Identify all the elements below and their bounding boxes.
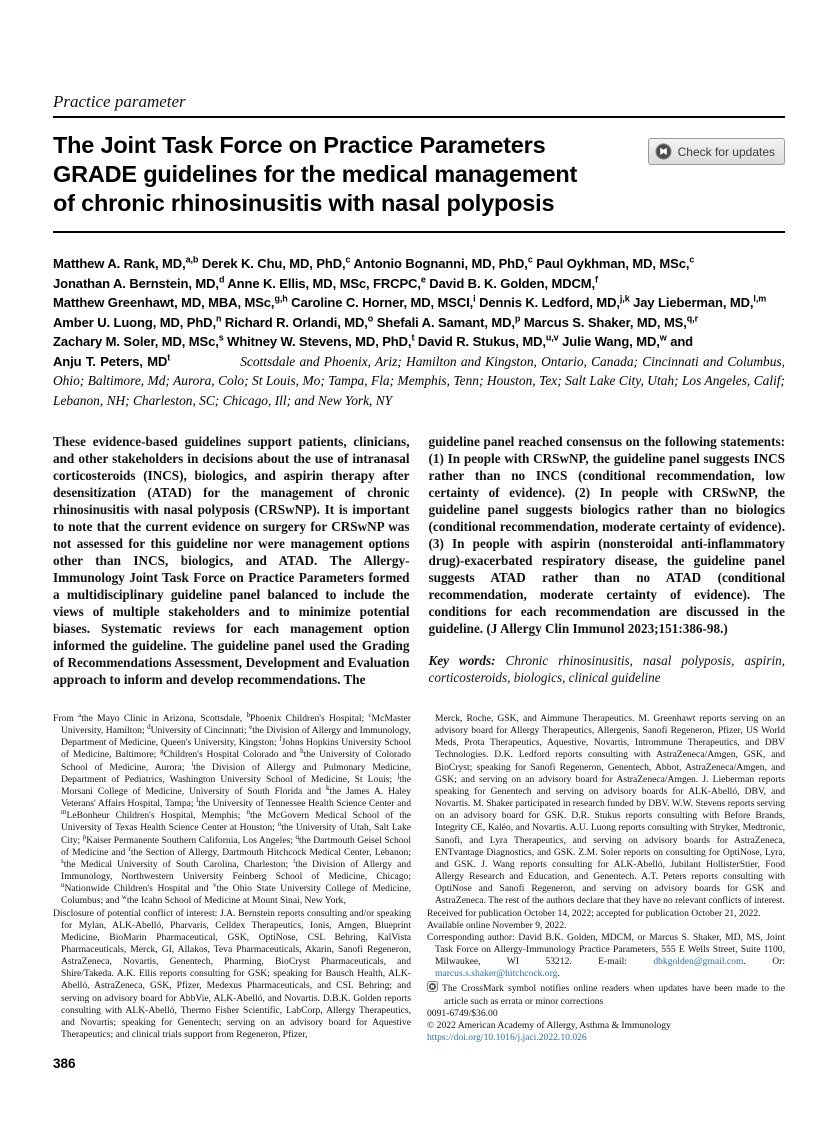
keywords-label: Key words: <box>428 653 496 668</box>
author-line: Amber U. Luong, MD, PhD,$^n$ Richard R. Orlandi, MD,$^o$ Shefali A. Samant, MD,$^p$ Marcus S. Shaker, MD, MS,$^{q,r}$ <box>53 313 698 330</box>
keywords-text: Chronic rhinosinusitis, nasal polyposis, aspirin, corticosteroids, biologics, clinical guideline <box>428 653 786 685</box>
check-for-updates-button[interactable] <box>648 138 785 165</box>
section-label: Practice parameter <box>53 92 186 111</box>
disclosure-footnote-continued: Merck, Roche, GSK, and Aimmune Therapeutics. M. Greenhawt reports serving on an advisory board for Allergy Therapeutics, Allergenis, Sanofi Regeneron, Pfizer, US World Meds, Prota Therapeutics, Aquestive, Novartis, Intrommune Therapeutics, and DBV Technologies. D.K. Ledford reports consulting with AstraZeneca/Amgen, GSK, and BioCryst; speaking for Sanofi Regeneron, Genentech, Abbot, AstraZeneca/Amgen, and GSK; and serving on an advisory board for AstraZeneca/Amgen. J. Lieberman reports speaking for Genentech and serving on advisory boards for ALK-Abelló, DBV, and Novartis. M. Shaker participated in research funded by DBV. W.W. Stevens reports serving on an advisory board for GSK. D.R. Stukus reports consulting with Before Brands, Integrity CE, Kaléo, and Novartis. A.U. Luong reports consulting with Stryker, Medtronic, Sanofi, and Lyra Therapeutics, and serving on advisory boards for AstraZeneca, ENTvantage Diagnostics, and GSK. Z.M. Soler reports on consulting for OptiNose, Lyra, and GSK. J. Wang reports consulting for ALK-Abelló, Jubilant HollisterStier, Food Allergy Research and Education, and Genentech. A.T. Peters reports consulting with OptiNose and Sanofi Regeneron, and serving on advisory boards for GSK and AstraZeneca. The rest of the authors declare that they have no relevant conflicts of interest. <box>435 713 785 907</box>
received-date: Received for publication October 14, 2022; accepted for publication October 21, 2022. <box>427 907 761 919</box>
corresponding-author-end: . <box>557 968 560 980</box>
corresponding-author-footnote <box>427 932 785 981</box>
check-for-updates-label: Check for updates <box>677 144 775 159</box>
issn-price: 0091-6749/$36.00 <box>427 1007 498 1019</box>
author-line: Matthew A. Rank, MD,$^{a,b}$ Derek K. Chu, MD, PhD,$^c$ Antonio Bognanni, MD, PhD,$^c$ Paul Oykhman, MD, MSc,$^c$ <box>53 254 695 271</box>
article-title <box>53 131 653 218</box>
doi-link[interactable]: https://doi.org/10.1016/j.jaci.2022.10.026 <box>427 1032 587 1044</box>
crossmark-note-text: The CrossMark symbol notifies online readers when updates have been made to the article such as errata or minor corrections <box>442 983 785 1007</box>
keywords <box>429 652 786 686</box>
article-title-line-2: GRADE guidelines for the medical management <box>53 161 578 187</box>
available-online-date: Available online November 9, 2022. <box>427 919 567 931</box>
corresponding-author-or: . Or: <box>743 956 785 968</box>
corresponding-author-text: Corresponding author: David B.K. Golden, MDCM, or Marcus S. Shaker, MD, MS, Joint Task Force on Allergy-Immunology Practice Parameters, 555 E Wells Street, Suite 1100, Milwaukee, WI 53212. E-mail: <box>427 931 785 968</box>
author-affiliations: Scottsdale and Phoenix, Ariz; Hamilton and Kingston, Ontario, Canada; Cincinnati and Columbus, Ohio; Baltimore, Md; Aurora, Colo; St Louis, Mo; Tampa, Fla; Memphis, Tenn; Houston, Tex; Salt Lake City, Utah; Los Angeles, Calif; Lebanon, NH; Charleston, SC; Chicago, Ill; and New York, NY <box>53 353 785 408</box>
crossmark-note <box>427 980 785 1007</box>
page-number: 386 <box>53 1056 76 1071</box>
email-link-shaker[interactable]: marcus.s.shaker@hitchcock.org <box>435 968 558 980</box>
disclosure-footnote: Disclosure of potential conflict of interest: J.A. Bernstein reports consulting and/or speaking for Mylan, ALK-Abelló, Pharvaris, Celldex Therapeutics, Ionis, Amgen, Blueprint Medicine, BioMarin Pharmaceutical, GSK, OptiNose, CSL Behring, KalVista Pharmaceuticals, Merck, GI, Allakos, Teva Pharmaceuticals, Akarin, Sanofi Regeneron, AstraZeneca, Novartis, Genentech, Pharming, BioCryst Pharmaceuticals, and Shire/Takeda. A.K. Ellis reports consulting for GSK; speaking for Bausch Health, ALK-Abelló, AstraZeneca, GSK, Pfizer, Medexus Pharmaceuticals, and CSL Behring; and serving on advisory board for AbbVie, ALK-Abelló, and Novartis. D.B.K. Golden reports consulting with ALK-Abelló, Thermo Fisher Scientific, LabCorp, Allergy Therapeutics, and Novartis; speaking for Genentech; serving on an advisory board for Aquestive Therapeutics; and clinical trials support from Regeneron, Pfizer, <box>53 907 411 1041</box>
author-line: Zachary M. Soler, MD, MSc,$^s$ Whitney W. Stevens, MD, PhD,$^t$ David R. Stukus, MD,$^{u,v}$ Julie Wang, MD,$^w$ and <box>53 332 694 349</box>
header-rule-bottom <box>53 231 785 233</box>
header-rule-top <box>53 116 785 118</box>
article-page <box>53 0 785 1044</box>
footnotes <box>53 710 785 1044</box>
crossmark-small-icon <box>427 984 438 995</box>
author-line: Jonathan A. Bernstein, MD,$^d$ Anne K. Ellis, MD, MSc, FRCPC,$^e$ David B. K. Golden, MDCM,$^f$ <box>53 274 598 291</box>
abstract-right-column: guideline panel reached consensus on the following statements: (1) In people with CRSwNP, the guideline panel suggests INCS rather than no INCS (conditional recommendation, low certainty of evidence). (2) In people with CRSwNP, the guideline panel suggests biologics rather than no biologics (conditional recommendation, moderate certainty of evidence). (3) In people with aspirin (nonsteroidal anti-inflammatory drug)-exacerbated respiratory disease, the guideline panel suggests ATAD rather than no ATAD (conditional recommendation, moderate certainty of evidence). The conditions for each recommendation are discussed in the guideline. (J Allergy Clin Immunol 2023;151:386-98.) <box>428 434 785 636</box>
footnotes-left-column <box>53 710 412 1044</box>
article-title-line-1: The Joint Task Force on Practice Parameters <box>53 132 546 158</box>
author-line: Matthew Greenhawt, MD, MBA, MSc,$^{g,h}$ Caroline C. Horner, MD, MSCI,$^i$ Dennis K. Ledford, MD,$^{j,k}$ Jay Lieberman, MD,$^{l,m}$ <box>53 293 767 310</box>
email-link-golden[interactable]: dbkgolden@gmail.com <box>653 956 744 968</box>
abstract-left-column: These evidence-based guidelines support patients, clinicians, and other stakeholders in decisions about the use of intranasal corticosteroids (INCS), biologics, and aspirin therapy after desensitization (ATAD) for the management of chronic rhinosinusitis with nasal polyposis (CRSwNP). It is important to note that the current evidence on surgery for CRSwNP was not assessed for this guideline nor were management options other than INCS, biologics, and ATAD. The Allergy-Immunology Joint Task Force on Practice Parameters formed a multidisciplinary guideline panel balanced to include the views of multiple stakeholders and to minimize potential biases. Systematic reviews for each management option informed the guideline. The guideline panel used the Grading of Recommendations Assessment, Development and Evaluation approach to inform and develop recommendations. The <box>53 434 410 687</box>
author-list <box>53 254 785 410</box>
footnotes-right-column <box>427 713 785 1044</box>
crossmark-icon <box>655 143 672 160</box>
author-last: Anju T. Peters, $MD^t$ <box>53 352 171 369</box>
article-title-line-3: of chronic rhinosinusitis with nasal polyposis <box>53 190 555 216</box>
copyright-line: © 2022 American Academy of Allergy, Asthma & Immunology <box>427 1019 671 1031</box>
affiliations-footnote: From $^a$the Mayo Clinic in Arizona, Scottsdale, $^b$Phoenix Children's Hospital; $^c$McMaster University, Hamilton; $^d$University of Cincinnati; $^e$the Division of Allergy and Immunology, Department of Medicine, Queen's University, Kingston; $^f$Johns Hopkins University School of Medicine, Baltimore; $^g$Children's Hospital Colorado and $^h$the University of Colorado School of Medicine, Aurora; $^i$the Division of Allergy and Pulmonary Medicine, Department of Pediatrics, Washington University School of Medicine, St Louis; $^j$the Morsani College of Medicine, University of South Florida and $^k$the James A. Haley Veterans' Affairs Hospital, Tampa; $^l$the University of Tennessee Health Science Center and $^m$LeBonheur Children's Hospital, Memphis; $^n$the McGovern Medical School of the University of Texas Health Science Center at Houston; $^o$the University of Utah, Salt Lake City; $^p$Kaiser Permanente Southern California, Los Angeles; $^q$the Dartmouth Geisel School of Medicine and $^r$the Section of Allergy, Dartmouth Hitchcock Medical Center, Lebanon; $^s$the Medical University of South Carolina, Charleston; $^t$the Division of Allergy and Immunology, Northwestern University Feinberg School of Medicine, Chicago; $^u$Nationwide Children's Hospital and $^v$the Ohio State University College of Medicine, Columbus; and $^w$the Icahn School of Medicine at Mount Sinai, New York, <box>53 710 412 907</box>
abstract <box>53 433 785 688</box>
